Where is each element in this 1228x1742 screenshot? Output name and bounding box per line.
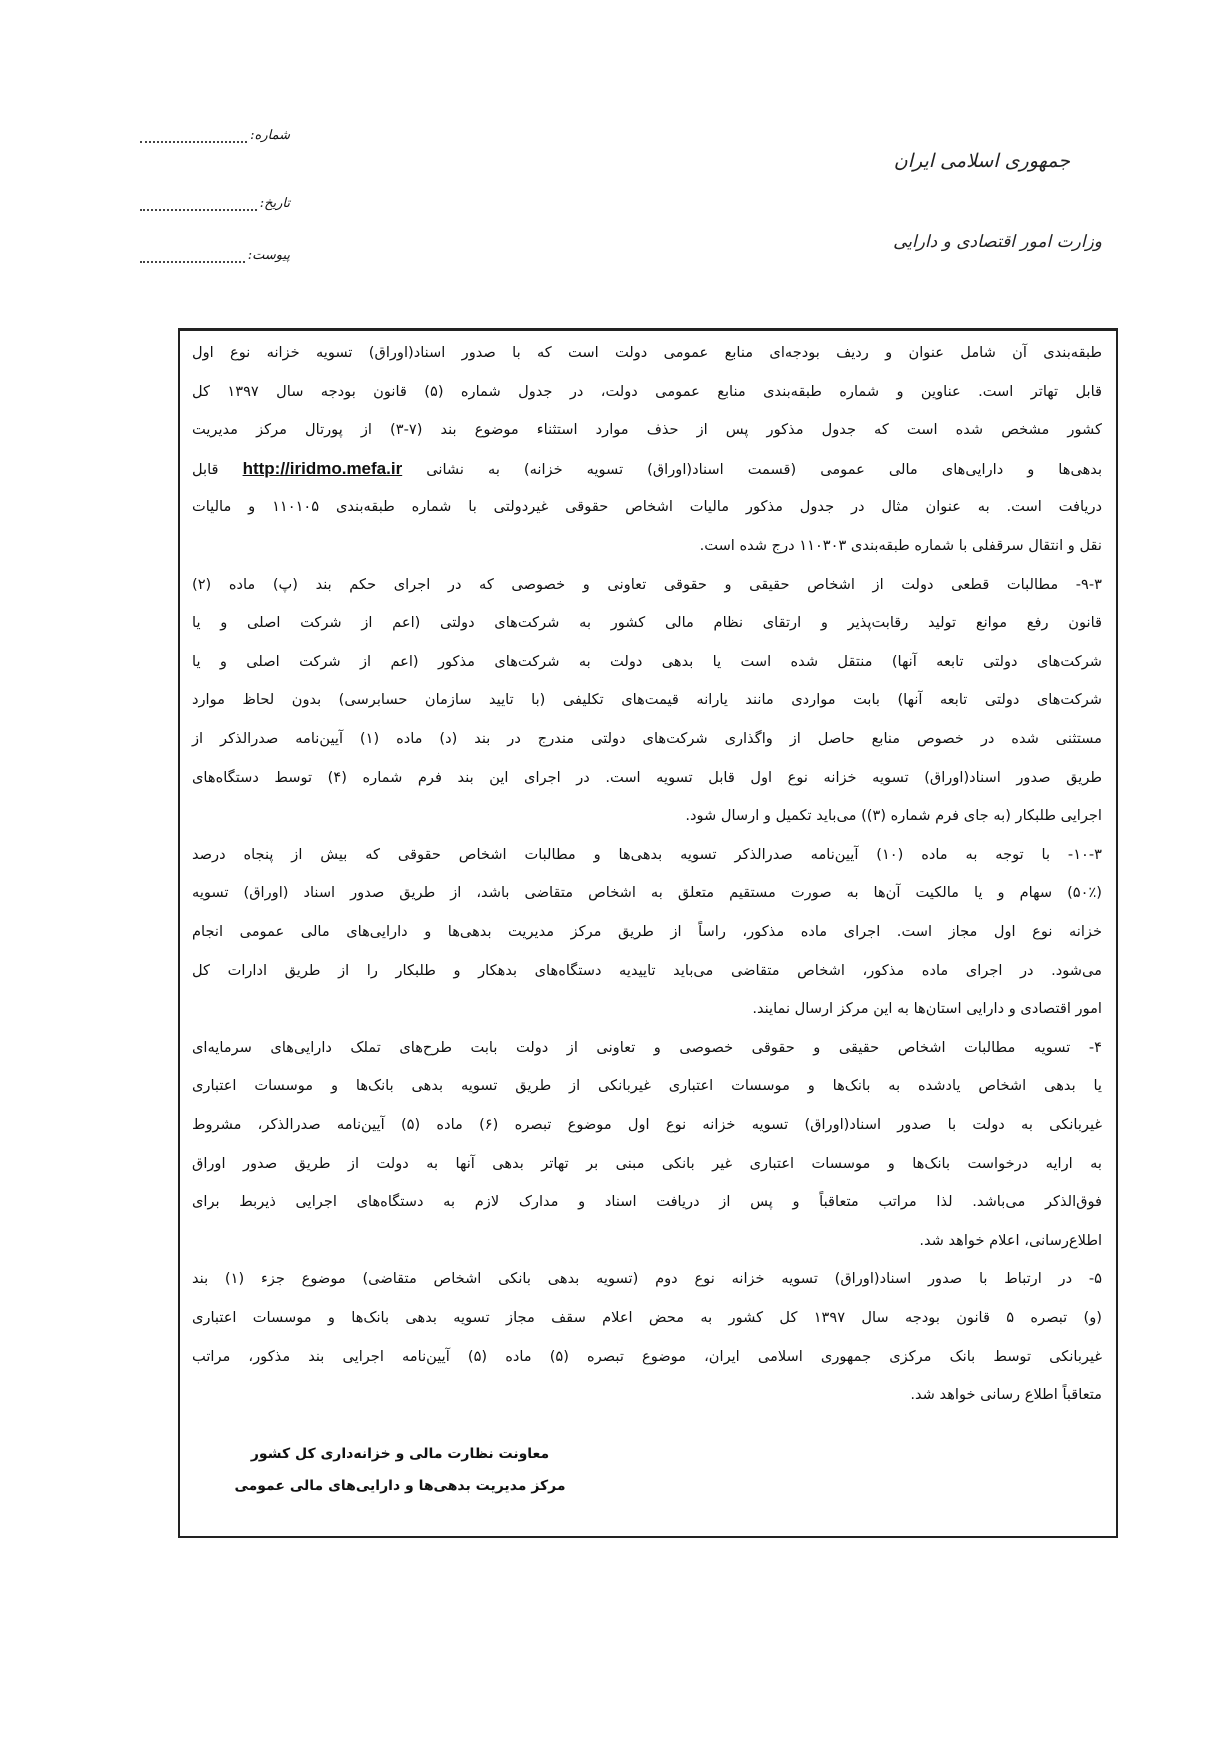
number-label: شماره bbox=[254, 128, 290, 143]
body-line: امور اقتصادی و دارایی استان‌ها به این مرکز ارسال نمایند. bbox=[752, 1000, 1102, 1018]
date-field: تاریخ : bbox=[140, 196, 290, 211]
body-line: شرکت‌های دولتی تابعه آنها) منتقل شده است یا بدهی دولت به شرکت‌های مذکور (اعم از شرکت اصلی و یا bbox=[192, 652, 1102, 670]
body-line: ۹-۳- مطالبات قطعی دولت از اشخاص حقیقی و حقوقی تعاونی و خصوصی که در اجرای حکم بند (پ) ماده (۲) bbox=[192, 575, 1102, 593]
body-line-suffix: قابل bbox=[192, 460, 219, 478]
body-line: می‌شود. در اجرای ماده مذکور، اشخاص متقاضی می‌باید تاییدیه دستگاه‌های بدهکار و طلبکار را از طریق ادارات کل bbox=[192, 961, 1102, 979]
attachment-label: پیوست bbox=[252, 248, 290, 263]
body-line bbox=[192, 459, 1102, 480]
body-line: غیربانکی به دولت با صدور اسناد(اوراق) تسویه خزانه نوع اول موضوع تبصره (۶) ماده (۵) آیین‌نامه صدرالذکر، مشروط bbox=[192, 1116, 1103, 1133]
body-line: نقل و انتقال سرقفلی با شماره طبقه‌بندی ۱۱۰۳۰۳ درج شده است. bbox=[699, 537, 1102, 554]
body-line: (۵۰٪) سهام و یا مالکیت آن‌ها به صورت مستقیم متعلق به اشخاص متقاضی باشد، از طریق صدور اسناد (اوراق) تسویه bbox=[192, 884, 1102, 902]
body-line: خزانه نوع اول مجاز است. اجرای ماده مذکور، راساً از طریق مرکز مدیریت بدهی‌ها و دارایی‌های مالی عمومی انجام bbox=[192, 923, 1102, 940]
body-line: طریق صدور اسناد(اوراق) تسویه خزانه نوع اول قابل تسویه است. در اجرای این بند فرم شماره (۴) توسط دستگاه‌های bbox=[192, 768, 1102, 786]
body-line: اطلاع‌رسانی، اعلام خواهد شد. bbox=[919, 1231, 1102, 1249]
body-line: قابل تهاتر است. عناوین و شماره طبقه‌بندی منابع عمومی دولت، در جدول شماره (۵) قانون بودجه سال ۱۳۹۷ کل bbox=[192, 382, 1102, 400]
signature-deputy: معاونت نظارت مالی و خزانه‌داری کل کشور bbox=[250, 1446, 550, 1462]
date-blank bbox=[140, 199, 257, 211]
body-line: غیربانکی توسط بانک مرکزی جمهوری اسلامی ایران، موضوع تبصره (۵) ماده (۵) آیین‌نامه اجرایی بند مذکور، مراتب bbox=[192, 1347, 1103, 1365]
body-line: طبقه‌بندی آن شامل عنوان و ردیف بودجه‌ای منابع عمومی دولت است که با صدور اسناد(اوراق) تسویه خزانه نوع اول bbox=[192, 344, 1102, 361]
attachment-field: پیوست : bbox=[140, 248, 290, 263]
body-line: (و) تبصره ۵ قانون بودجه سال ۱۳۹۷ کل کشور به محض اعلام سقف مجاز تسویه بدهی بانک‌ها و موسسات اعتباری bbox=[192, 1309, 1102, 1326]
body-line: دریافت است. به عنوان مثال در جدول مذکور مالیات اشخاص حقوقی غیردولتی با شماره طبقه‌بندی ۱۱۰۱۰۵ و مالیات bbox=[192, 498, 1103, 516]
body-line: فوق‌الذکر می‌باشد. لذا مراتب متعاقباً و پس از دریافت اسناد و مدارک لازم به دستگاه‌های اجرایی ذیربط برای bbox=[192, 1193, 1102, 1211]
portal-link[interactable]: http://iridmo.mefa.ir bbox=[242, 458, 403, 478]
body-line: ۵- در ارتباط با صدور اسناد(اوراق) تسویه خزانه نوع دوم (تسویه بدهی بانکی اشخاص متقاضی) موضوع جزء (۱) بند bbox=[192, 1270, 1102, 1288]
body-line: یا بدهی اشخاص یادشده به بانک‌ها و موسسات اعتباری غیربانکی از طریق تسویه بدهی بانک‌ها و موسسات اعتباری bbox=[192, 1077, 1102, 1095]
ministry-title: وزارت امور اقتصادی و دارایی bbox=[893, 232, 1102, 252]
number-field: شماره : bbox=[140, 128, 290, 143]
body-line-text: بدهی‌ها و دارایی‌های مالی عمومی (قسمت اسناد(اوراق) تسویه خزانه) به نشانی bbox=[426, 460, 1103, 478]
body-line: متعاقباً اطلاع رسانی خواهد شد. bbox=[910, 1386, 1102, 1404]
body-line: شرکت‌های دولتی تابعه آنها) بابت مواردی مانند یارانه قیمت‌های تکلیفی (با تایید سازمان حسابرسی) بدون لحاظ موارد bbox=[192, 691, 1102, 709]
body-line: ۱۰-۳- با توجه به ماده (۱۰) آیین‌نامه صدرالذکر تسویه بدهی‌ها و مطالبات اشخاص حقوقی که بیش از پنجاه درصد bbox=[192, 845, 1102, 863]
date-label: تاریخ bbox=[264, 196, 290, 211]
body-line: مستثنی شده در خصوص منابع حاصل از واگذاری شرکت‌های دولتی مندرج در بند (د) ماده (۱) آیین‌نامه صدرالذکر از bbox=[192, 730, 1102, 747]
number-blank bbox=[140, 131, 247, 143]
body-line: به ارایه درخواست بانک‌ها و موسسات اعتباری غیر بانکی مبنی بر تهاتر بدهی آنها به دولت از طریق صدور اوراق bbox=[192, 1154, 1102, 1172]
attachment-blank bbox=[140, 251, 245, 263]
republic-emblem-title: جمهوری اسلامی ایران bbox=[893, 150, 1070, 172]
body-line: اجرایی طلبکار (به جای فرم شماره (۳)) می‌باید تکمیل و ارسال شود. bbox=[685, 807, 1102, 825]
signature-center: مرکز مدیریت بدهی‌ها و دارایی‌های مالی عمومی bbox=[234, 1478, 566, 1494]
body-line: کشور مشخص شده است که جدول مذکور پس از حذف موارد استثناء موضوع بند (۷-۳) از پورتال مرکز مدیریت bbox=[192, 421, 1102, 439]
body-line: قانون رفع موانع تولید رقابت‌پذیر و ارتقای نظام مالی کشور به شرکت‌های دولتی (اعم از شرکت اصلی و یا bbox=[192, 614, 1102, 632]
body-line: ۴- تسویه مطالبات اشخاص حقیقی و حقوقی خصوصی و تعاونی از دولت بابت طرح‌های تملک دارایی‌های سرمایه‌ای bbox=[192, 1038, 1102, 1056]
letter-body-frame bbox=[178, 328, 1118, 1538]
